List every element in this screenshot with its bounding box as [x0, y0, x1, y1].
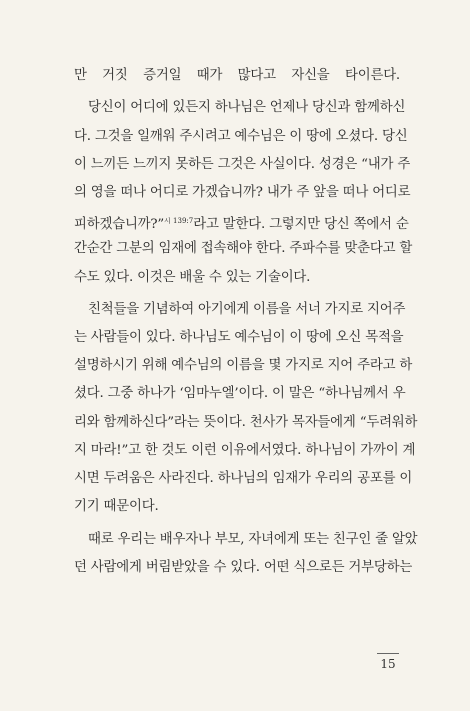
- text-line: 리와 함께하신다”라는 뜻이다. 천사가 목자들에게 “두려워하: [74, 414, 418, 430]
- text-line: 시면 두려움은 사라진다. 하나님의 임재가 우리의 공포를 이: [74, 471, 413, 486]
- text-line: 는 사람들이 있다. 하나님도 예수님이 이 땅에 오신 목적을: [74, 330, 404, 346]
- text-line: 때로 우리는 배우자나 부모, 자녀에게 또는 친구인 줄 알았: [88, 531, 418, 547]
- text-line: 던 사람에게 버림받았을 수 있다. 어떤 식으로든 거부당하는: [74, 559, 413, 575]
- text-fragment: 라고 말한다. 그렇지만 당신 쪽에서 순: [193, 217, 409, 233]
- text-line: 셨다. 그중 하나가 ‘임마누엘’이다. 이 말은 “하나님께서 우: [74, 386, 406, 402]
- text-line: 의 영을 떠나 어디로 가겠습니까? 내가 주 앞을 떠나 어디로: [74, 184, 411, 200]
- bible-citation: 시 139:7: [164, 217, 194, 226]
- page-number: 15: [380, 657, 396, 671]
- text-line: 다. 그것을 일깨워 주시려고 예수님은 이 땅에 오셨다. 당신: [74, 128, 408, 144]
- text-line: 기기 때문이다.: [74, 499, 159, 515]
- page-number-rule: [377, 653, 399, 654]
- text-line-with-citation: [74, 207, 409, 235]
- text-line: 설명하시기 위해 예수님의 이름을 몇 가지로 지어 주라고 하: [74, 358, 413, 374]
- text-line: 간순간 그분의 임재에 접속해야 한다. 주파수를 맞춘다고 할: [74, 241, 413, 257]
- text-line: 만 거짓 증거일 때가 많다고 자신을 타이른다.: [74, 68, 400, 83]
- text-fragment: 피하겠습니까?”: [74, 217, 165, 233]
- text-line: 이 느끼든 느끼지 못하든 그것은 사실이다. 성경은 “내가 주: [74, 156, 411, 172]
- text-line: 친척들을 기념하여 아기에게 이름을 서너 가지로 지어주: [88, 301, 406, 317]
- body-text: [74, 62, 418, 582]
- text-line: 수도 있다. 이것은 배울 수 있는 기술이다.: [74, 269, 311, 285]
- text-line: 당신이 어디에 있든지 하나님은 언제나 당신과 함께하신: [88, 100, 406, 116]
- text-line: 지 마라!”고 한 것도 이런 이유에서였다. 하나님이 가까이 계: [74, 442, 416, 458]
